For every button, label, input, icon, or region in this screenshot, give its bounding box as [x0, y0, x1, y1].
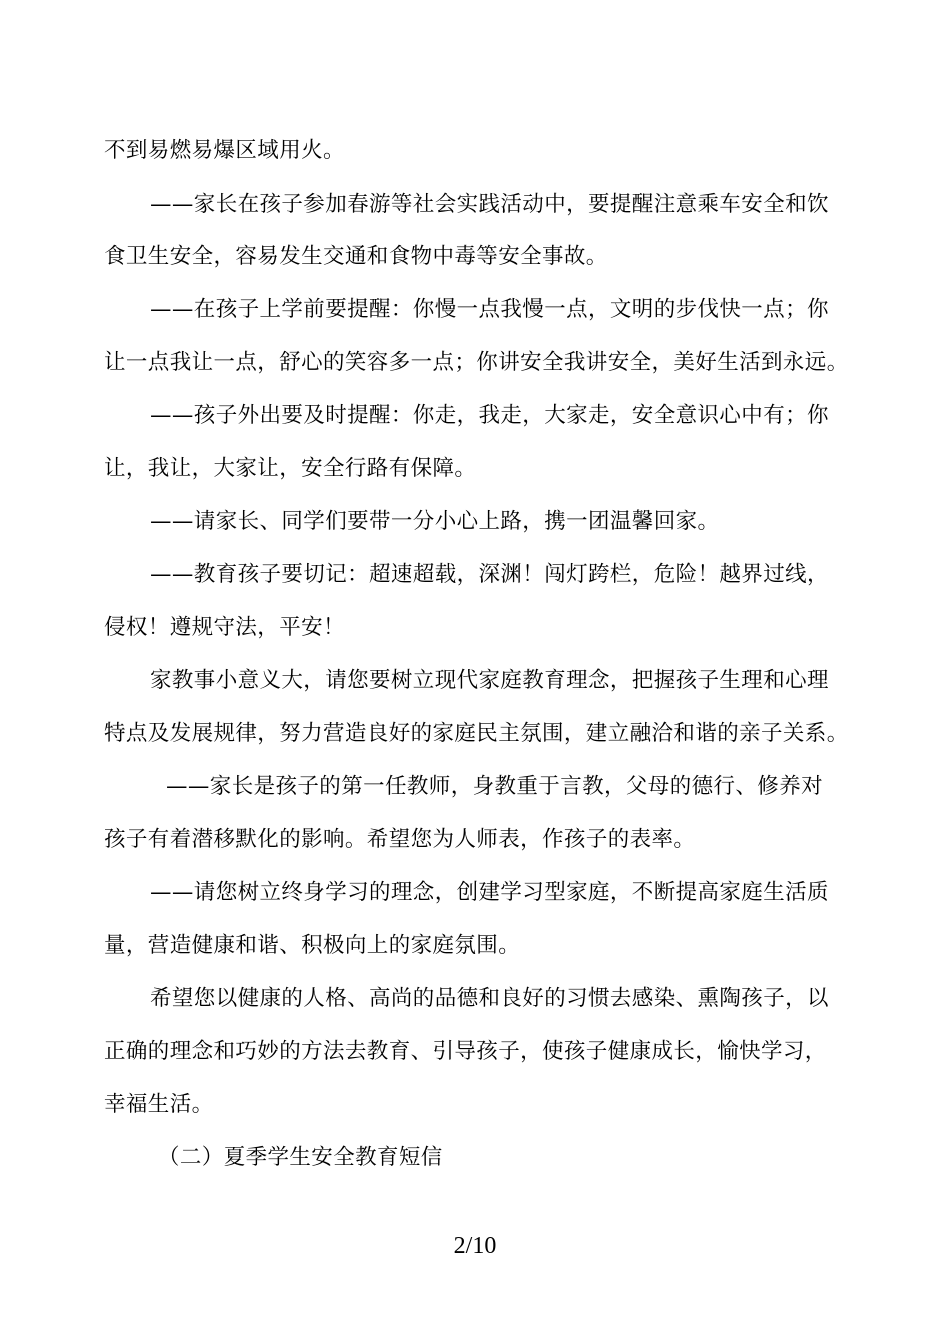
text-line: ——请家长、同学们要带一分小心上路，携一团温馨回家。	[150, 509, 720, 534]
text-line: 特点及发展规律，努力营造良好的家庭民主氛围，建立融洽和谐的亲子关系。	[104, 721, 849, 746]
text-line: 食卫生安全，容易发生交通和食物中毒等安全事故。	[104, 244, 608, 269]
text-line: ——家长是孩子的第一任教师，身教重于言教，父母的德行、修养对	[166, 774, 824, 799]
text-line: 正确的理念和巧妙的方法去教育、引导孩子，使孩子健康成长，愉快学习，	[104, 1039, 827, 1064]
text-line: 让，我让，大家让，安全行路有保障。	[104, 456, 477, 481]
text-line: 幸福生活。	[104, 1092, 214, 1117]
text-line: ——家长在孩子参加春游等社会实践活动中，要提醒注意乘车安全和饮	[150, 192, 829, 217]
text-line: ——在孩子上学前要提醒：你慢一点我慢一点，文明的步伐快一点；你	[150, 297, 829, 322]
text-line: 不到易燃易爆区域用火。	[104, 138, 345, 163]
text-line: ——孩子外出要及时提醒：你走，我走，大家走，安全意识心中有；你	[150, 403, 829, 428]
text-line: ——请您树立终身学习的理念，创建学习型家庭，不断提高家庭生活质	[150, 880, 829, 905]
text-line: 家教事小意义大，请您要树立现代家庭教育理念，把握孩子生理和心理	[150, 668, 829, 693]
text-line: 孩子有着潜移默化的影响。希望您为人师表，作孩子的表率。	[104, 827, 696, 852]
text-line: 希望您以健康的人格、高尚的品德和良好的习惯去感染、熏陶孩子，以	[150, 986, 829, 1011]
section-heading: （二）夏季学生安全教育短信	[158, 1145, 443, 1170]
text-line: 侵权！遵规守法，平安！	[104, 615, 345, 640]
text-line: 量，营造健康和谐、积极向上的家庭氛围。	[104, 933, 521, 958]
page-number: 2/10	[453, 1233, 497, 1259]
text-line: 让一点我让一点，舒心的笑容多一点；你讲安全我讲安全，美好生活到永远。	[104, 350, 849, 375]
text-line: ——教育孩子要切记：超速超载，深渊！闯灯跨栏，危险！越界过线，	[150, 562, 829, 587]
